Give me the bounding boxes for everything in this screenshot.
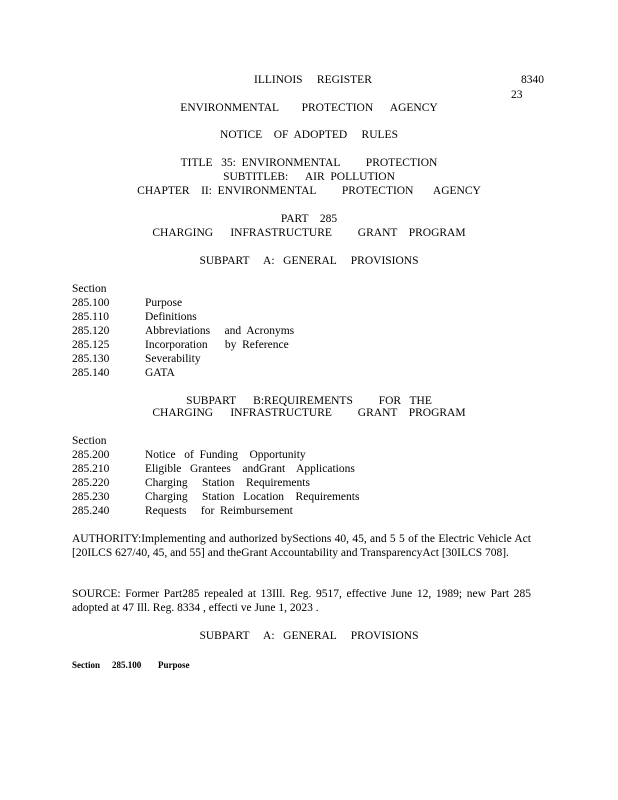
section-label: Section	[72, 660, 100, 670]
toc-section-number: 285.110	[72, 311, 109, 323]
toc-section-number: 285.125	[72, 339, 110, 351]
authority-paragraph: AUTHORITY:Implementing and authorized bySections 40, 45, and 5 5 of the Electric Vehicle Act [20ILCS 627/40, 45, and 55] and theGrant Accountability and TransparencyAct [30ILCS 708].	[72, 533, 531, 559]
subpart-a-heading-repeat: SUBPART A: GENERAL PROVISIONS	[199, 630, 419, 642]
toc-section-number: 285.120	[72, 325, 110, 337]
title-line: TITLE 35: ENVIRONMENTAL PROTECTION	[180, 157, 438, 169]
toc-section-number: 285.230	[72, 491, 110, 503]
subpart-b-heading: SUBPART B:REQUIREMENTS FOR THE	[186, 395, 432, 407]
toc-section-number: 285.210	[72, 463, 110, 475]
source-paragraph: SOURCE: Former Part285 repealed at 13Ill. Reg. 9517, effective June 12, 1989; new Part 285 adopted at 47 Ill. Reg. 8334 , effecti ve June 1, 2023 .	[72, 588, 531, 614]
toc-section-title: GATA	[145, 367, 175, 379]
toc-section-title: Purpose	[145, 297, 183, 309]
agency-heading: ENVIRONMENTAL PROTECTION AGENCY	[180, 102, 438, 114]
toc-a-heading: Section	[72, 283, 107, 295]
toc-section-number: 285.140	[72, 367, 110, 379]
part-name-line: CHARGING INFRASTRUCTURE GRANT PROGRAM	[152, 227, 466, 239]
toc-section-title: Notice of Funding Opportunity	[145, 449, 306, 461]
toc-b-heading: Section	[72, 435, 107, 447]
issue-number: 23	[511, 89, 523, 101]
toc-section-number: 285.100	[72, 297, 110, 309]
toc-section-title: Requests for Reimbursement	[145, 505, 293, 517]
toc-section-number: 285.130	[72, 353, 110, 365]
toc-section-title: Charging Station Requirements	[145, 477, 310, 489]
toc-section-title: Eligible Grantees andGrant Applications	[145, 463, 355, 475]
notice-heading: NOTICE OF ADOPTED RULES	[220, 129, 398, 141]
toc-section-title: Incorporation by Reference	[145, 339, 289, 351]
chapter-line: CHAPTER II: ENVIRONMENTAL PROTECTION AGENCY	[137, 185, 481, 197]
part-line: PART 285	[280, 213, 338, 225]
toc-section-number: 285.220	[72, 477, 110, 489]
subpart-a-heading: SUBPART A: GENERAL PROVISIONS	[199, 255, 419, 267]
toc-section-number: 285.200	[72, 449, 110, 461]
page-number: 8340	[521, 74, 544, 86]
toc-section-number: 285.240	[72, 505, 110, 517]
subtitle-line: SUBTITLEB: AIR POLLUTION	[223, 171, 395, 183]
section-number: 285.100	[112, 660, 142, 670]
toc-section-title: Severability	[145, 353, 201, 365]
toc-section-title: Definitions	[145, 311, 197, 323]
register-title: ILLINOIS REGISTER	[254, 74, 372, 86]
subpart-b-program: CHARGING INFRASTRUCTURE GRANT PROGRAM	[152, 407, 466, 419]
toc-section-title: Abbreviations and Acronyms	[145, 325, 295, 337]
toc-section-title: Charging Station Location Requirements	[145, 491, 360, 503]
section-title: Purpose	[158, 660, 190, 670]
